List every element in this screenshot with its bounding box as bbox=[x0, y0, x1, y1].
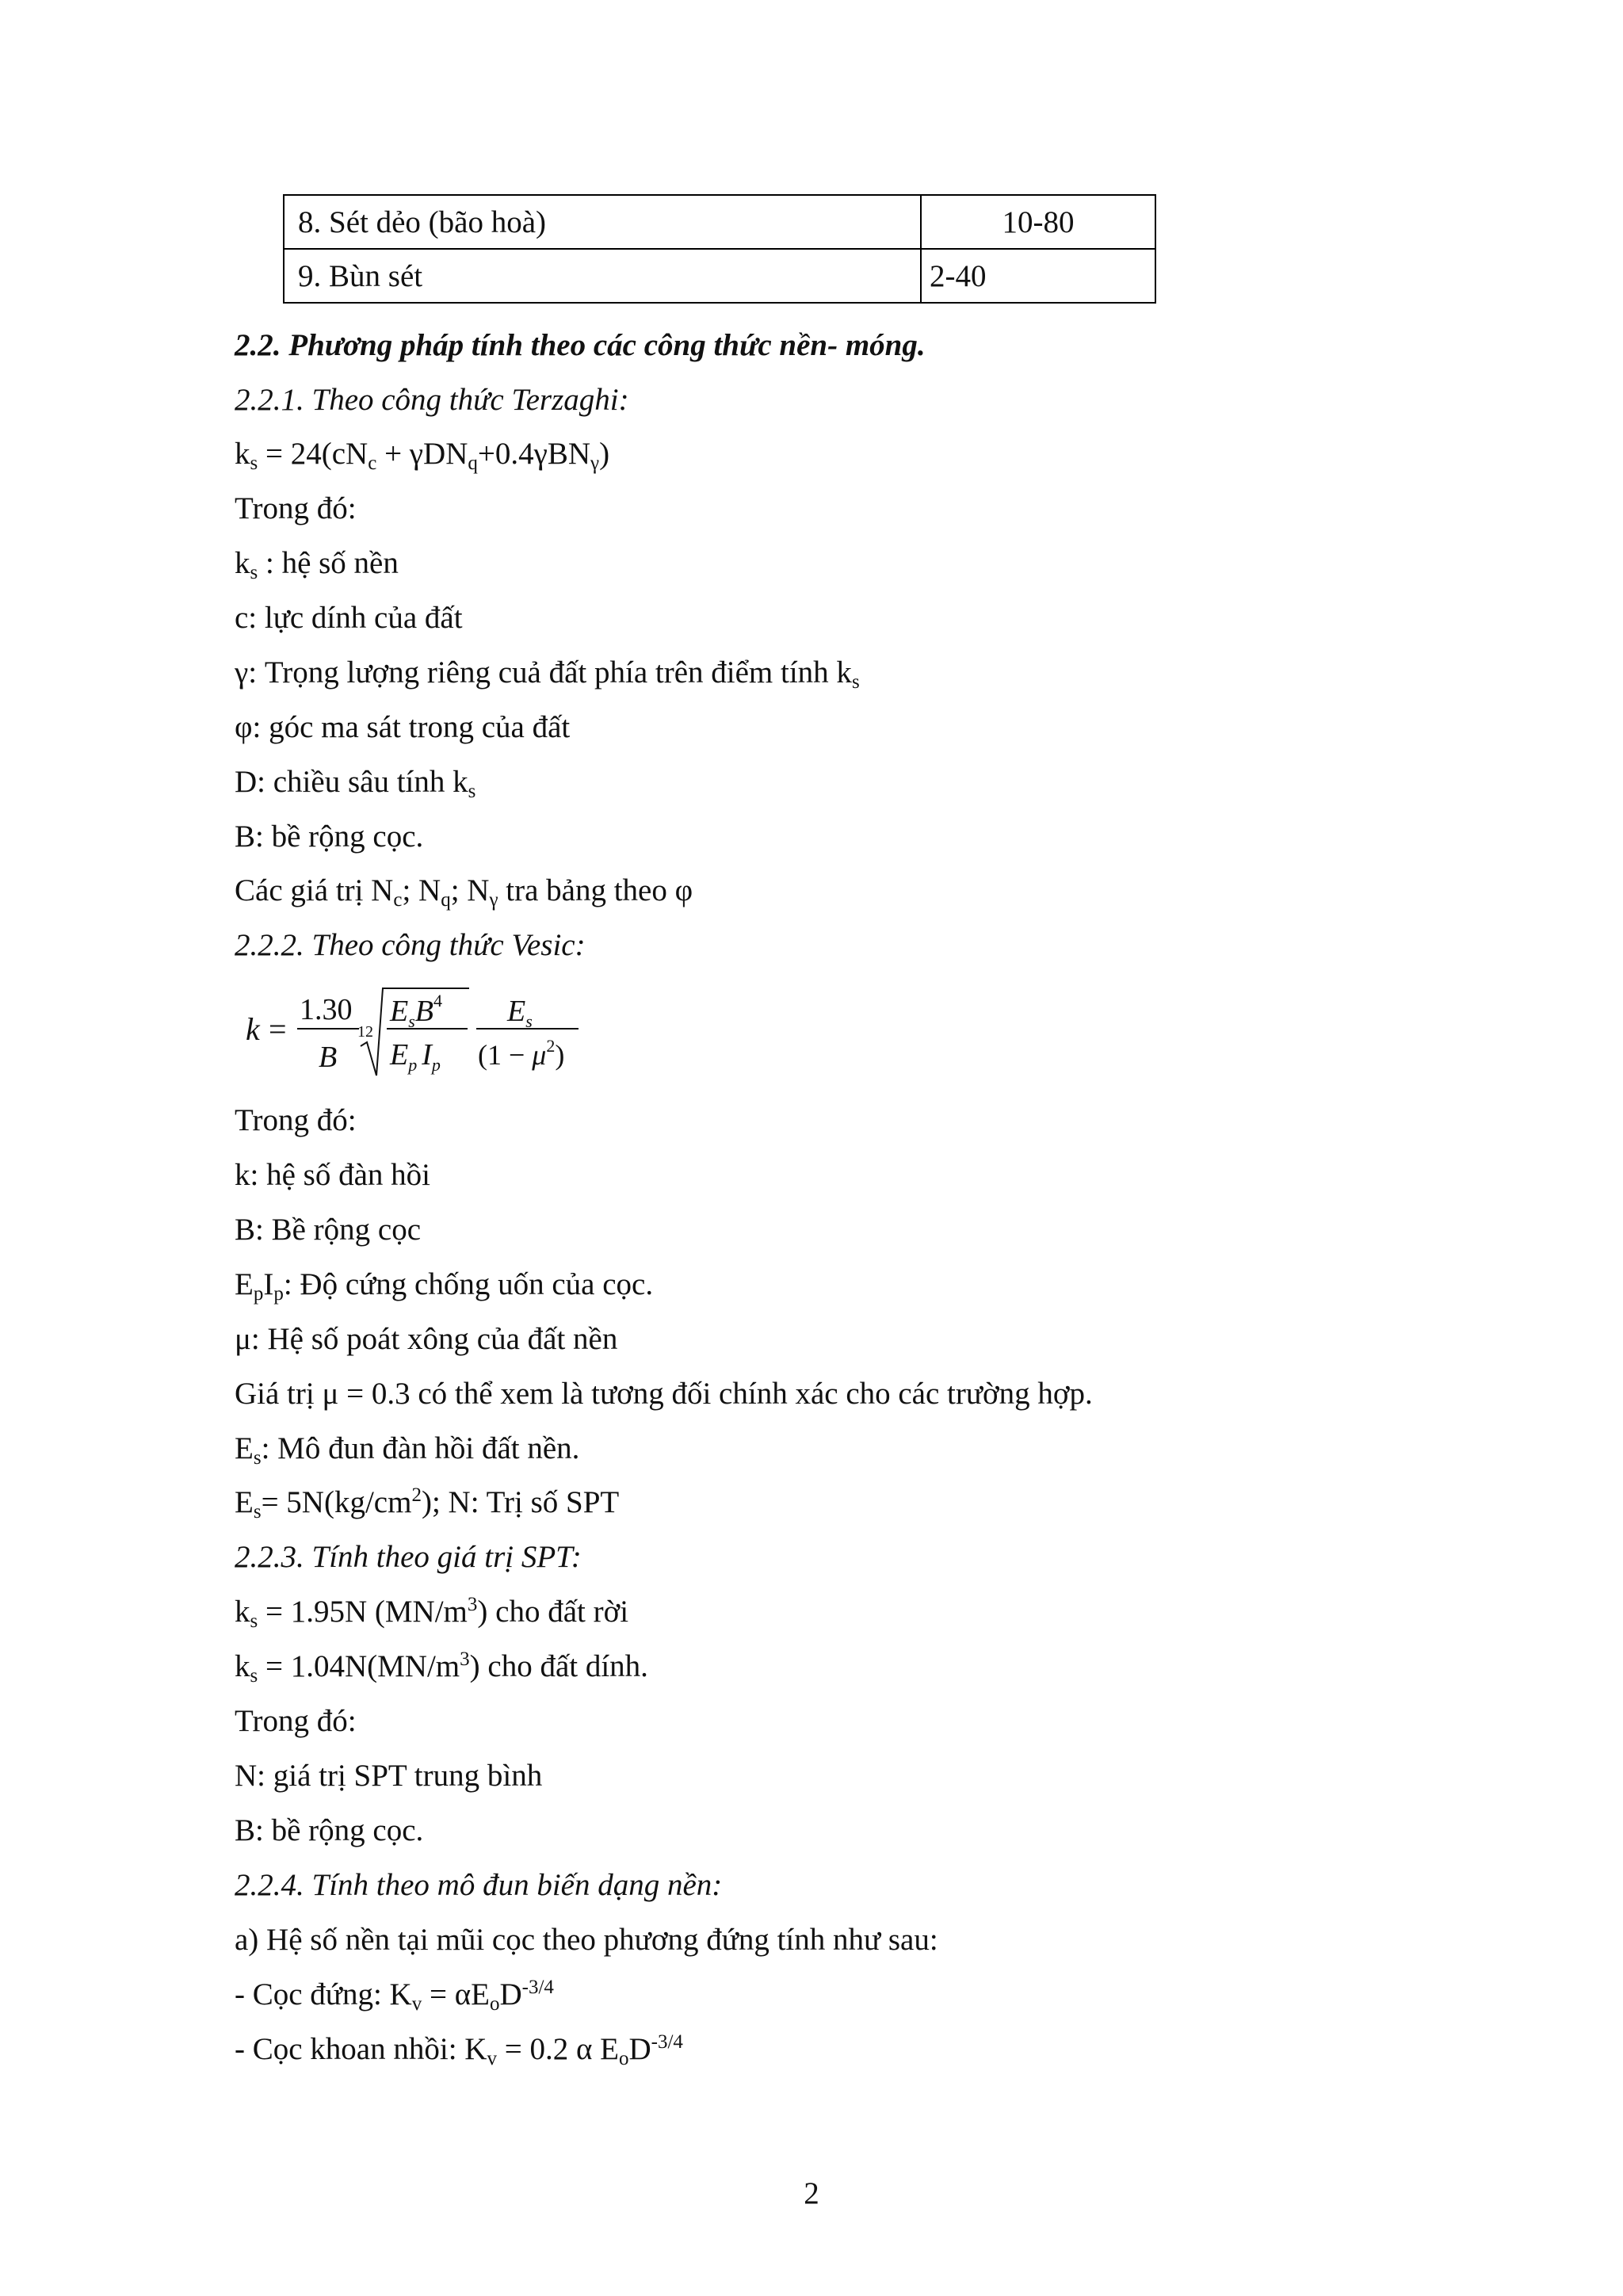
definition-line: k: hệ số đàn hồi bbox=[235, 1158, 430, 1192]
where-label: Trong đó: bbox=[235, 1103, 357, 1137]
root-index: 12 bbox=[357, 1023, 373, 1041]
vesic-formula bbox=[242, 979, 598, 1082]
definition-line: μ: Hệ số poát xông của đất nền bbox=[235, 1322, 618, 1356]
definition-line: Các giá trị $N_c$; $N_q$; $N_\gamma$ tra bảng theo φ bbox=[235, 873, 693, 911]
subsection-title: 2.2.4. Tính theo mô đun biến dạng nền: bbox=[235, 1868, 723, 1902]
definition-line: φ: góc ma sát trong của đất bbox=[235, 710, 571, 744]
formula-k: k bbox=[246, 1011, 260, 1047]
svg-text:(1 − μ2): $(1 - \mu^2)$ bbox=[478, 1036, 565, 1071]
svg-text:Es: $E_s$ bbox=[507, 995, 533, 1031]
definition-line: γ: Trọng lượng riêng cuả đất phía trên điểm tính $k_s$ bbox=[235, 655, 860, 693]
table-cell-soil: 9. Bùn sét bbox=[284, 249, 921, 303]
svg-text:EsB4: $E_sB^4$ bbox=[390, 991, 442, 1031]
soil-table bbox=[283, 194, 1156, 304]
subsection-title: 2.2.3. Tính theo giá trị SPT: bbox=[235, 1540, 582, 1574]
formula-num: 1.30 bbox=[300, 993, 353, 1026]
definition-line: B: Bề rộng cọc bbox=[235, 1213, 422, 1247]
table-row bbox=[284, 249, 1155, 303]
definition-line: B: bề rộng cọc. bbox=[235, 819, 424, 854]
definition-line: $E_s= 5N(kg/cm^2)$; N: Trị số SPT bbox=[235, 1484, 620, 1522]
where-label: Trong đó: bbox=[235, 491, 357, 525]
vertical-pile-formula: - Cọc đứng: $K_v = \alpha E_oD^{-3/4}$ bbox=[235, 1977, 554, 2015]
page-number: 2 bbox=[804, 2176, 819, 2210]
definition-line: D: chiều sâu tính $k_s$ bbox=[235, 765, 476, 802]
spt-formula: $k_s = 1.95N$ $(MN/m^3)$ cho đất rời bbox=[235, 1594, 629, 1632]
definition-line: $k_s$ : hệ số nền bbox=[235, 546, 399, 583]
definition-line: B: bề rộng cọc. bbox=[235, 1813, 424, 1847]
terzaghi-formula: $k_s = 24(cN_c + \gamma DN_q+0.4\gamma BN_\gamma)$ bbox=[235, 437, 610, 474]
definition-line: N: giá trị SPT trung bình bbox=[235, 1759, 543, 1793]
section-heading: 2.2. Phương pháp tính theo các công thức nền- móng. bbox=[235, 328, 926, 362]
table-cell-soil: 8. Sét dẻo (bão hoà) bbox=[284, 195, 921, 249]
where-label: Trong đó: bbox=[235, 1704, 357, 1738]
bored-pile-formula: - Cọc khoan nhồi: $K_v = 0.2$ α $E_oD^{-3/4}$ bbox=[235, 2031, 683, 2069]
definition-line: c: lực dính của đất bbox=[235, 601, 463, 635]
definition-line: $E_pI_p$: Độ cứng chống uốn của cọc. bbox=[235, 1267, 654, 1305]
subsection-title: 2.2.1. Theo công thức Terzaghi: bbox=[235, 383, 629, 417]
paragraph-line: a) Hệ số nền tại mũi cọc theo phương đứng tính như sau: bbox=[235, 1923, 938, 1957]
subsection-title: 2.2.2. Theo công thức Vesic: bbox=[235, 928, 586, 962]
formula-den: B bbox=[319, 1041, 338, 1074]
definition-line: $E_s$: Mô đun đàn hồi đất nền. bbox=[235, 1431, 580, 1469]
definition-line: Giá trị μ = 0.3 có thể xem là tương đối chính xác cho các trường hợp. bbox=[235, 1377, 1093, 1411]
table-cell-value: 2-40 bbox=[921, 249, 1155, 303]
spt-formula: $k_s = 1.04N(MN/m^3)$ cho đất dính. bbox=[235, 1648, 648, 1687]
formula-eq: = bbox=[269, 1011, 287, 1047]
svg-text:EpIp: $E_p$ $I_p$ bbox=[390, 1038, 441, 1075]
table-cell-value: 10-80 bbox=[921, 195, 1155, 249]
table-row bbox=[284, 195, 1155, 249]
